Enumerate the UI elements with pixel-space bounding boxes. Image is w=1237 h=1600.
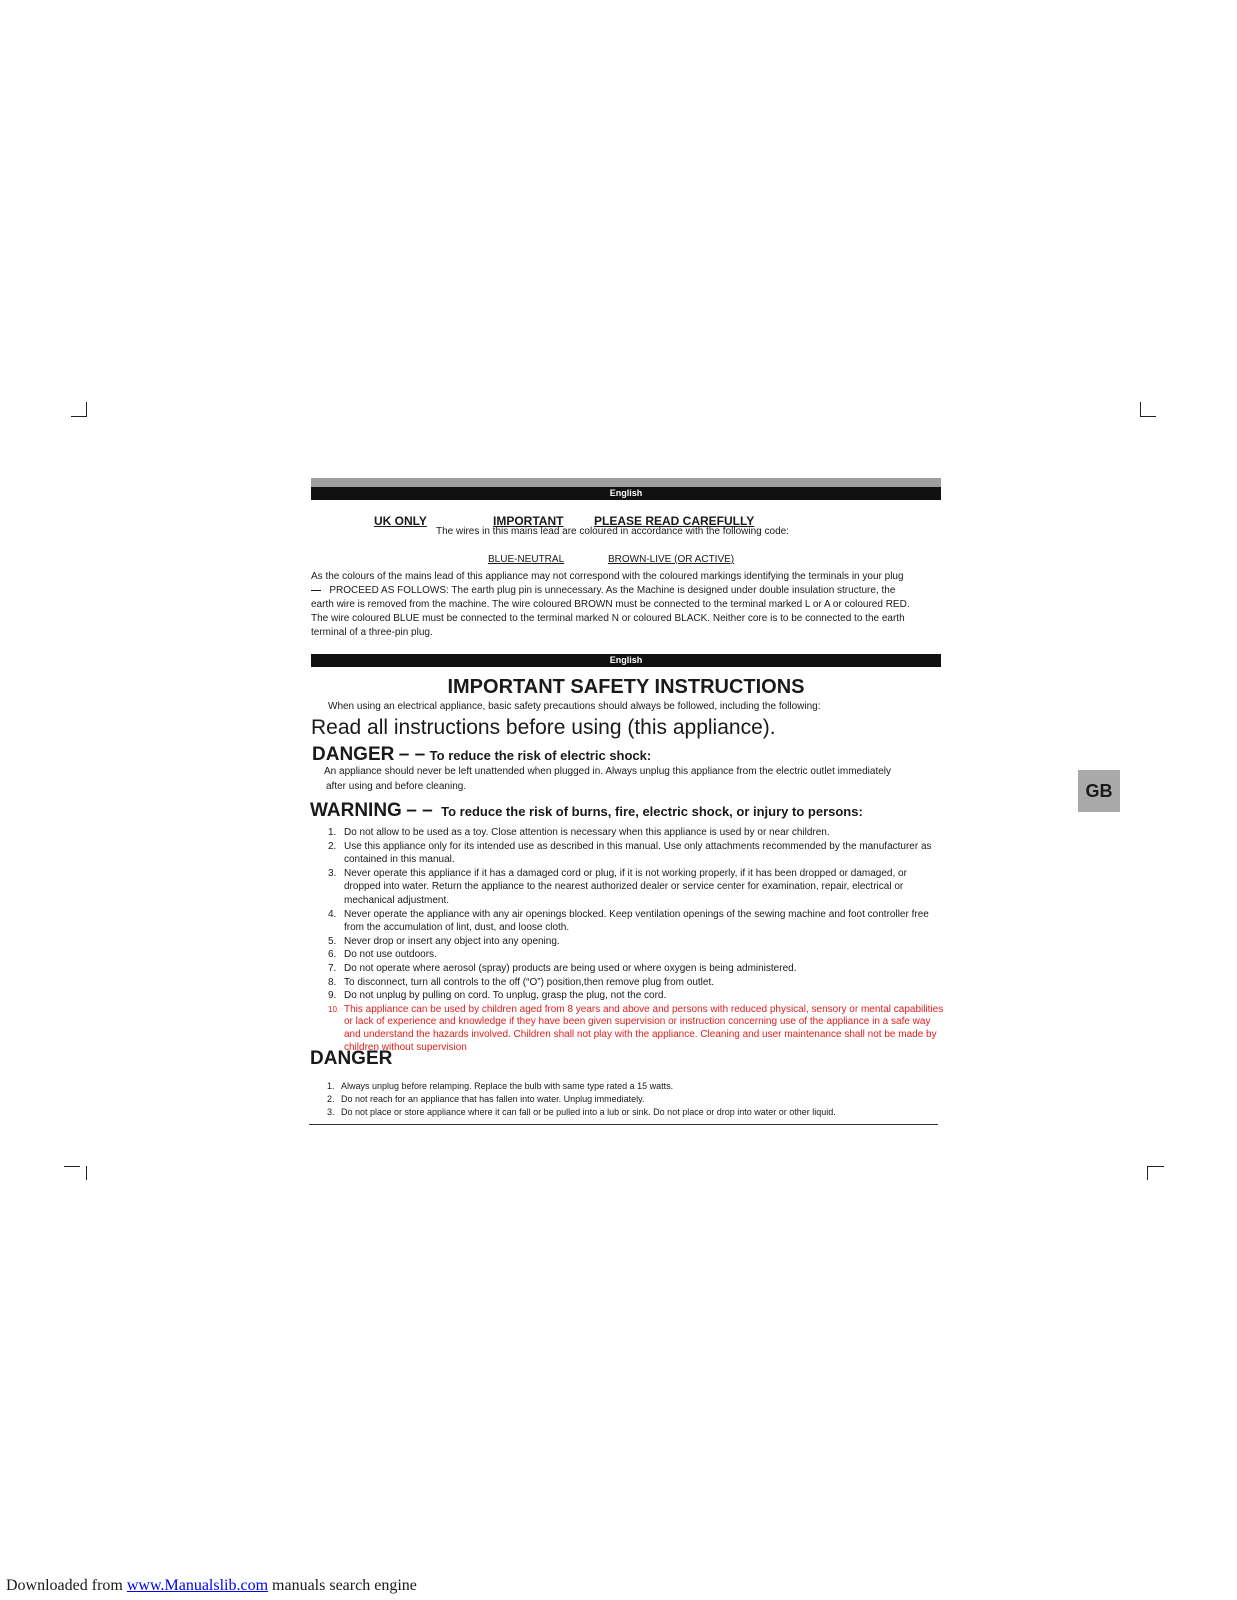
bottom-rule — [309, 1124, 938, 1125]
warning-list — [316, 826, 946, 1054]
dash-mark: — — [311, 585, 321, 596]
danger-subtitle: To reduce the risk of electric shock: — [429, 748, 652, 763]
list-item — [316, 948, 946, 962]
download-footer — [6, 1577, 417, 1595]
brown-live: BROWN-LIVE (OR ACTIVE) — [608, 554, 735, 565]
footer-prefix: Downloaded from — [6, 1577, 127, 1594]
item-text: Always unplug before relamping. Replace the bulb with same type rated a 15 watts. — [341, 1081, 674, 1091]
item-text: Use this appliance only for its intended use as described in this manual. Use only attachments recommended by the manufacturer as contained in this manual. — [344, 840, 932, 866]
blue-neutral: BLUE-NEUTRAL — [488, 554, 565, 565]
crop-mark-bottom-left — [64, 1166, 88, 1186]
item-number: 5. — [328, 935, 337, 947]
uk-body-line: earth wire is removed from the machine. The wire coloured BROWN must be connected to the terminal marked L or A or coloured RED. — [311, 599, 910, 610]
item-number: 9. — [328, 990, 337, 1002]
item-text: Do not unplug by pulling on cord. To unplug, grasp the plug, not the cord. — [344, 990, 667, 1002]
uk-body-line — [311, 584, 951, 598]
warning-subtitle: To reduce the risk of burns, fire, electric shock, or injury to persons: — [441, 804, 863, 819]
list-item — [316, 867, 946, 908]
item-number: 7. — [328, 962, 337, 974]
item-text: Never drop or insert any object into any opening. — [344, 935, 560, 947]
wires-line: The wires in this mains lead are coloured in accordance with the following code: — [436, 526, 789, 537]
item-number: 1. — [327, 1081, 335, 1091]
uk-body-line-text: PROCEED AS FOLLOWS: The earth plug pin is unnecessary. As the Machine is designed under double insulation structure, the — [329, 585, 896, 596]
list-item — [316, 962, 946, 976]
item-text: This appliance can be used by children aged from 8 years and above and persons with reduced physical, sensory or mental capabilities or lack of experience and knowledge if they have been given supervision or instruction concerning use of the appliance in a safe way and understand the hazards involved. Children shall not play with the appliance. Cleaning and user maintenance shall not be made by children without supervision — [344, 1003, 944, 1053]
uk-body-line: The wire coloured BLUE must be connected to the terminal marked N or coloured BLACK. Neither core is to be connected to the earth — [311, 613, 905, 624]
item-number: 10. — [328, 1004, 340, 1014]
warning-dashes: – – — [406, 800, 433, 821]
danger-text-2: after using and before cleaning. — [326, 781, 467, 792]
important-label: IMPORTANT — [493, 514, 564, 528]
item-number: 2. — [327, 1093, 335, 1104]
item-text: To disconnect, turn all controls to the off (“O”) position,then remove plug from outlet. — [344, 976, 714, 988]
danger-text-1: An appliance should never be left unattended when plugged in. Always unplug this appliance from the electric outlet immediately — [324, 766, 892, 777]
item-number: 2. — [328, 840, 337, 852]
list-item — [316, 908, 946, 935]
item-text: Never operate the appliance with any air openings blocked. Keep ventilation openings of the sewing machine and foot controller free from the accumulation of lint, dust, and loose cloth. — [344, 908, 929, 934]
item-text: Do not allow to be used as a toy. Close attention is necessary when this appliance is used by or near children. — [344, 827, 830, 838]
item-number: 3. — [327, 1106, 335, 1117]
item-text: Do not use outdoors. — [344, 949, 437, 961]
crop-mark-top-right — [1140, 402, 1164, 422]
uk-body-line: As the colours of the mains lead of this appliance may not correspond with the coloured markings identifying the terminals in your plug — [311, 571, 904, 582]
crop-mark-bottom-right — [1140, 1166, 1164, 1186]
list-item-children-warning — [316, 1004, 946, 1054]
grey-header-bar — [311, 478, 941, 487]
list-item — [316, 1080, 946, 1093]
language-bar-2: English — [311, 654, 941, 667]
item-text: Never operate this appliance if it has a damaged cord or plug, if it is not working properly, if it has been dropped or damaged, or dropped into water. Return the appliance to the nearest authorized dealer or service center for examination, repair, electrical or mechanical adjustment. — [344, 867, 907, 906]
warning-heading — [310, 800, 863, 822]
item-text: Do not operate where aerosol (spray) products are being used or where oxygen is being administered. — [344, 962, 797, 974]
uk-body-line: terminal of a three-pin plug. — [311, 627, 433, 638]
item-number: 8. — [328, 976, 337, 988]
safety-intro: When using an electrical appliance, basic safety precautions should always be followed, including the following: — [328, 701, 821, 712]
danger2-label: DANGER — [310, 1048, 393, 1069]
warning-label: WARNING — [310, 800, 402, 821]
uk-only-label: UK ONLY — [374, 514, 427, 528]
language-bar-1: English — [311, 487, 941, 500]
footer-suffix: manuals search engine — [268, 1577, 417, 1594]
crop-mark-top-left — [64, 402, 88, 422]
safety-title: IMPORTANT SAFETY INSTRUCTIONS — [447, 676, 805, 698]
list-item — [316, 826, 946, 840]
item-number: 4. — [328, 908, 337, 920]
item-number: 3. — [328, 867, 337, 879]
manualslib-link[interactable]: www.Manualslib.com — [126, 1577, 269, 1594]
item-number: 6. — [328, 949, 337, 961]
please-read-label: PLEASE READ CAREFULLY — [594, 514, 755, 528]
danger2-list — [316, 1080, 946, 1118]
uk-instructions — [311, 570, 951, 640]
list-item — [316, 976, 946, 990]
list-item — [316, 935, 946, 949]
list-item — [316, 989, 946, 1003]
danger-heading — [312, 744, 651, 766]
language-tab-gb: GB — [1078, 770, 1120, 812]
danger-label: DANGER — [312, 744, 395, 765]
item-number: 1. — [328, 827, 337, 838]
item-text: Do not reach for an appliance that has fallen into water. Unplug immediately. — [341, 1093, 645, 1104]
read-all-heading: Read all instructions before using (this appliance). — [311, 716, 776, 739]
danger-dashes: – – — [398, 744, 426, 765]
item-text: Do not place or store appliance where it can fall or be pulled into a lub or sink. Do not place or drop into water or other liquid. — [341, 1106, 836, 1117]
list-item — [316, 1093, 946, 1106]
list-item — [316, 840, 946, 867]
list-item — [316, 1106, 946, 1119]
